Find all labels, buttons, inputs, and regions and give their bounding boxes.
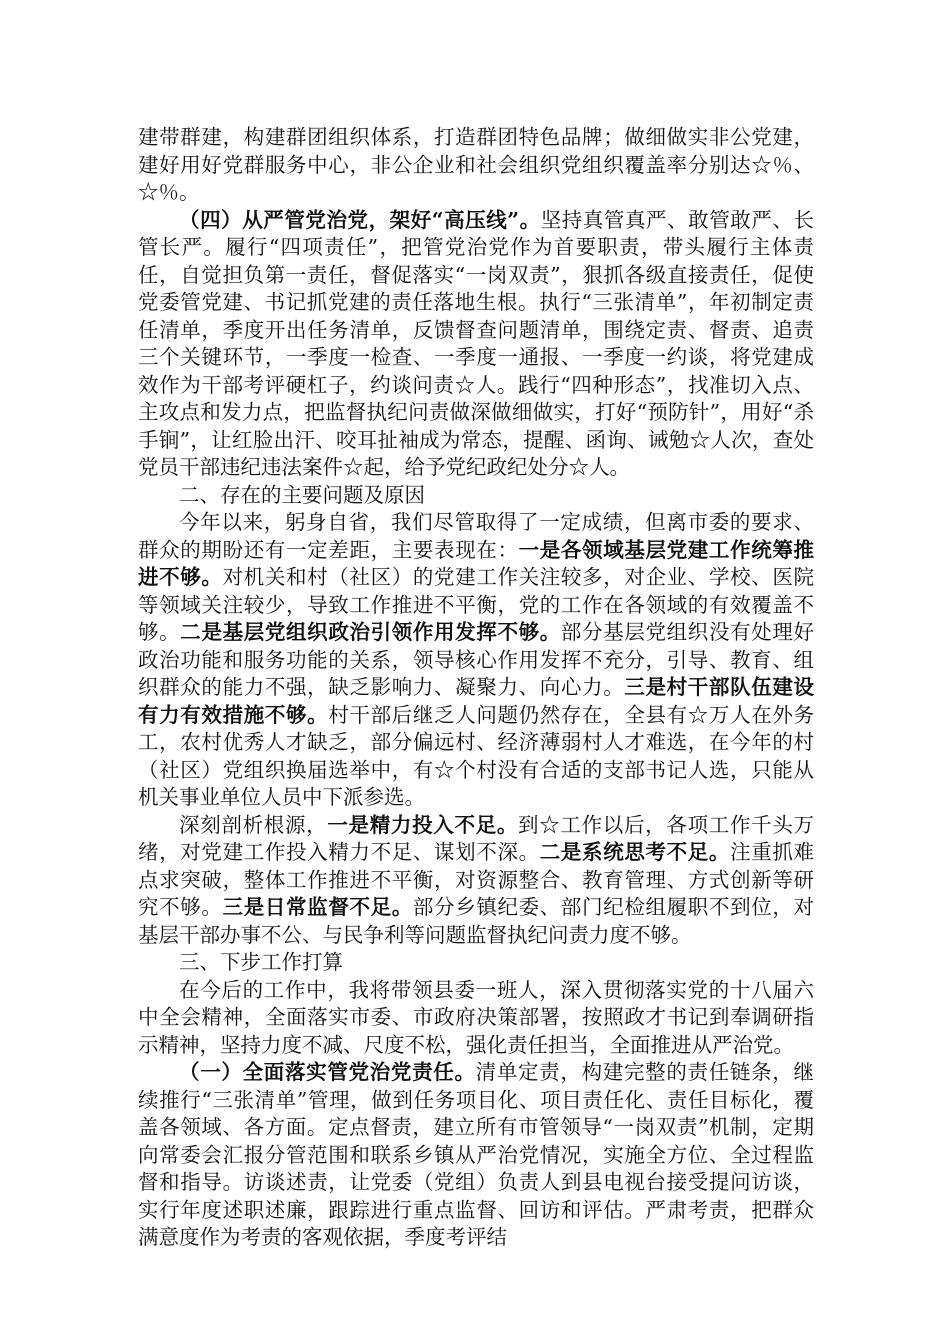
section-lead-heading: （四）从严管党治党，架好“高压线”。 — [179, 207, 541, 232]
paragraph-text: 注重抓难点求突破，整体工作推进不平衡，对资源整合、教育管理、方式创新等研究不够。 — [138, 840, 815, 919]
document-page — [138, 124, 814, 1252]
paragraph-problems — [138, 509, 814, 812]
paragraph-text: 对机关和村（社区）的党建工作关注较多，对企业、学校、医院等领域关注较少，导致工作推进不平衡，党的工作在各领域的有效覆盖不够。 — [138, 565, 815, 644]
paragraph-text: 坚持真管真严、敢管敢严、长管长严。履行“四项责任”，把管党治党作为首要职责，带头履行主体责任，自觉担负第一责任，督促落实“一岗双责”，狠抓各级直接责任，促使党委管党建、书记抓党建的责任落地生根。执行“三张清单”，年初制定责任清单，季度开出任务清单，反馈督查问题清单，围绕定责、督责、追责三个关键环节，一季度一检查、一季度一通报、一季度一约谈，将党建成效作为干部考评硬杠子，约谈问责☆人。践行“四种形态”，找准切入点、主攻点和发力点，把监督执纪问责做深做细做实，打好“预防针”，用好“杀手锏”，让红脸出汗、咬耳扯袖成为常态，提醒、函询、诫勉☆人次，查处党员干部违纪违法案件☆起，给予党纪政纪处分☆人。 — [138, 207, 814, 479]
section-lead-heading: （一）全面落实管党治党责任。 — [179, 1060, 476, 1084]
paragraph-root-causes — [138, 812, 814, 950]
bold-point: 二是基层党组织政治引领作用发挥不够。 — [180, 620, 561, 644]
paragraph-strict-governance — [138, 207, 814, 482]
paragraph-text: 在今后的工作中，我将带领县委一班人，深入贯彻落实党的十八届六中全会精神，全面落实市委、市政府决策部署，按照政才书记到奉调研指示精神，坚持力度不减、尺度不松，强化责任担当，全面推进从严治党。 — [138, 977, 814, 1057]
bold-point: 三是村干部队伍建设有力有效措施不够。 — [138, 675, 815, 727]
bold-point: 一是精力投入不足。 — [327, 812, 519, 837]
paragraph-text: 部分乡镇纪委、部门纪检组履职不到位，对基层干部办事不公、与民争利等问题监督执纪问责力度不够。 — [138, 895, 815, 947]
bold-point: 二是系统思考不足。 — [539, 840, 731, 864]
paragraph-text: 部分基层党组织没有处理好政治功能和服务功能的关系，领导核心作用发挥不充分，引导、教育、组织群众的能力不强，缺乏影响力、凝聚力、向心力。 — [138, 620, 815, 699]
bold-point: 一是各领域基层党建工作统筹推进不够。 — [138, 537, 815, 589]
paragraph-text: 村干部后继乏人问题仍然存在，全县有☆万人在外务工，农村优秀人才缺乏，部分偏远村、经济薄弱村人才难选，在今年的村（社区）党组织换届选举中，有☆个村没有合适的支部书记人选，只能从机关事业单位人员中下派参选。 — [138, 702, 815, 809]
paragraph-text: 今年以来，躬身自省，我们尽管取得了一定成绩，但离市委的要求、群众的期盼还有一定差距，主要表现在： — [138, 510, 814, 562]
paragraph-future-work — [138, 977, 814, 1060]
bold-point: 三是日常监督不足。 — [222, 895, 413, 919]
paragraph-party-building-coverage — [138, 124, 814, 207]
paragraph-responsibility — [138, 1059, 814, 1252]
section-heading-problems: 二、存在的主要问题及原因 — [179, 482, 425, 507]
paragraph-text: 深刻剖析根源， — [179, 812, 328, 837]
section-heading-next-steps: 三、下步工作打算 — [179, 950, 343, 974]
paragraph-text: 清单定责，构建完整的责任链条，继续推行“三张清单”管理，做到任务项目化、项目责任化、责任目标化，覆盖各领域、各方面。定点督责，建立所有市管领导“一岗双责”机制，定期向常委会汇报分管范围和联系乡镇从严治党情况，实施全方位、全过程监督和指导。访谈述责，让党委（党组）负责人到县电视台接受提问访谈，实行年度述职述廉，跟踪进行重点监督、回访和评估。严肃考责，把群众满意度作为考责的客观依据，季度考评结 — [138, 1060, 815, 1249]
paragraph-text: 建带群建，构建群团组织体系，打造群团特色品牌；做细做实非公党建，建好用好党群服务中心，非公企业和社会组织党组织覆盖率分别达☆％、☆％。 — [138, 125, 814, 204]
paragraph-text: 到☆工作以后，各项工作千头万绪，对党建工作投入精力不足、谋划不深。 — [138, 812, 815, 864]
